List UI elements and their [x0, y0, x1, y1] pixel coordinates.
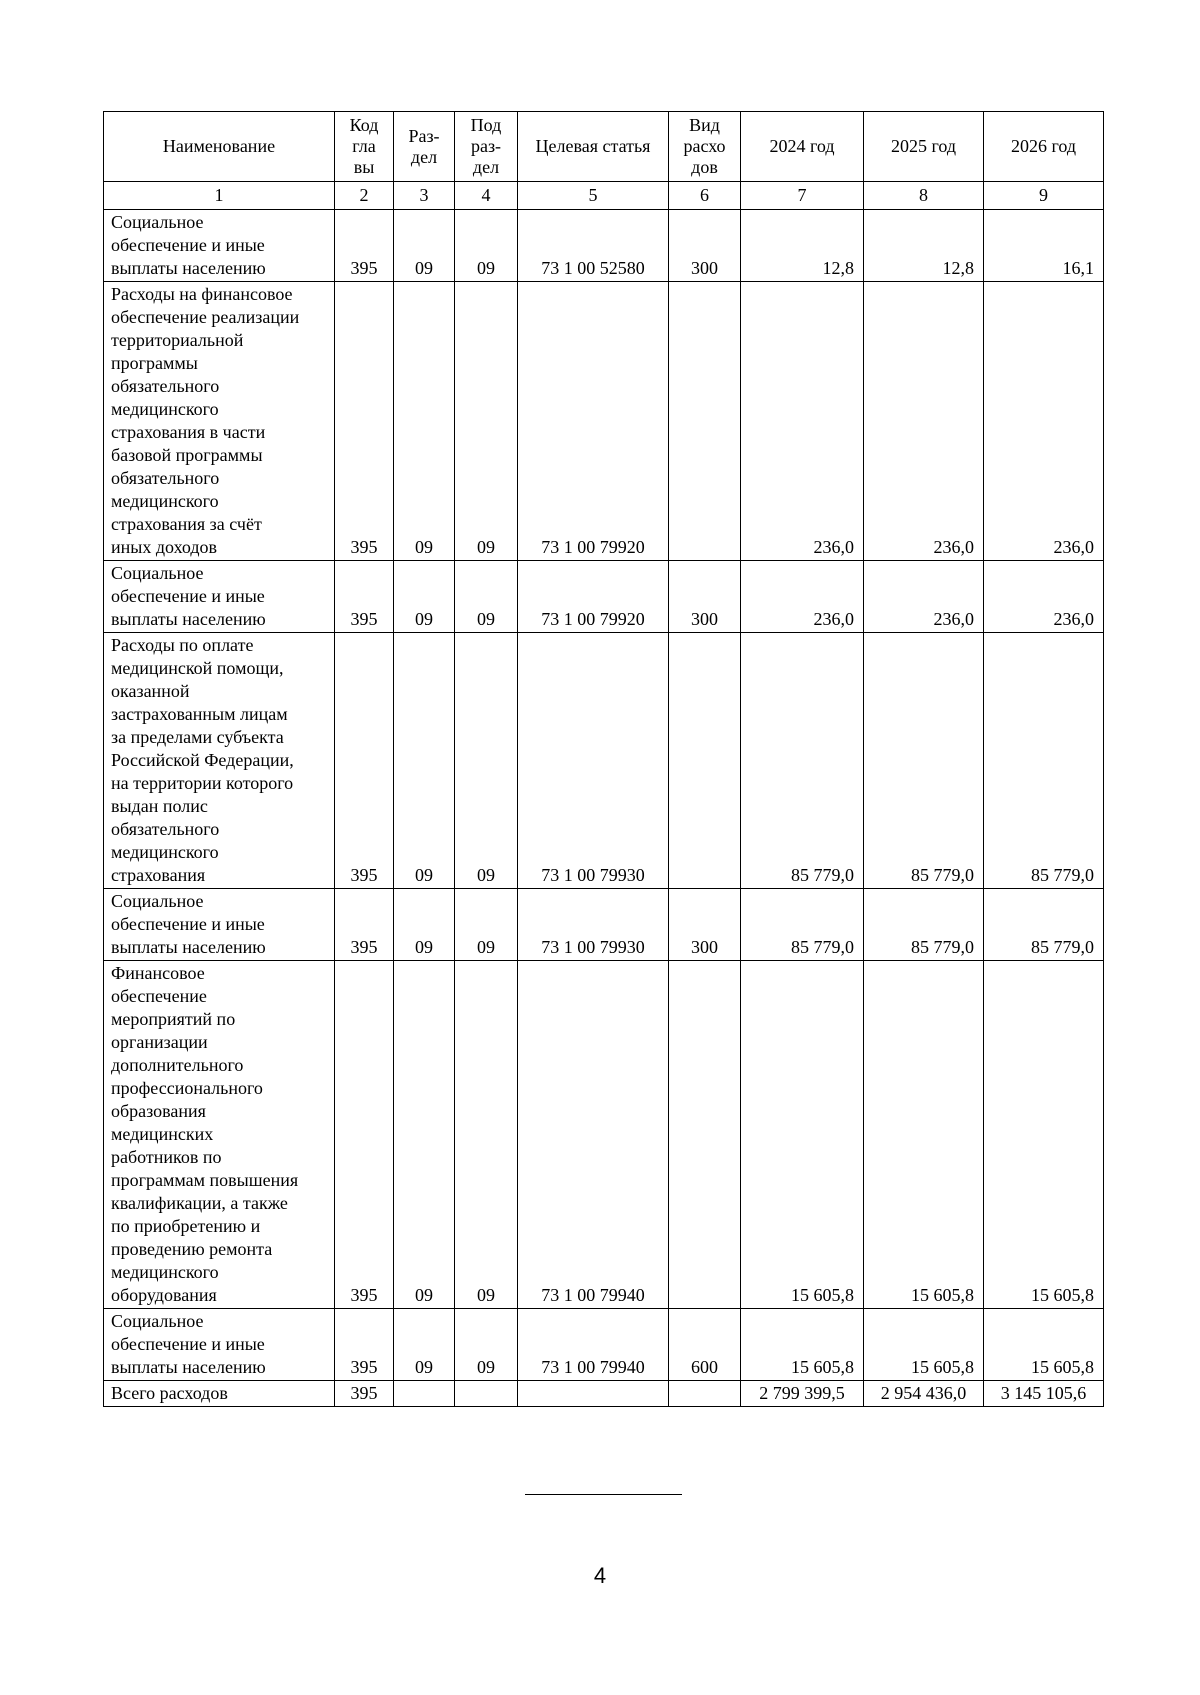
row-name-line: профессионального	[111, 1078, 263, 1098]
header-podrazdel: Под раз- дел	[455, 112, 518, 182]
kod-glavy-cell: 395	[335, 282, 394, 561]
tselevaya-statya-cell: 73 1 00 79930	[518, 633, 669, 889]
row-name-line: страхования в части	[111, 422, 266, 442]
table-header-row	[104, 112, 1104, 182]
row-name-line: выдан полис	[111, 796, 208, 816]
header-vid-rashodov: Вид расхо дов	[669, 112, 741, 182]
row-name-line: по приобретению и	[111, 1216, 261, 1236]
header-2024: 2024 год	[741, 112, 864, 182]
amount-2025-cell: 236,0	[864, 282, 984, 561]
row-name-line: территориальной	[111, 330, 244, 350]
table-row	[104, 961, 1104, 1309]
row-name-line: медицинского	[111, 399, 219, 419]
row-name-line: квалификации, а также	[111, 1193, 288, 1213]
row-name-line: обеспечение и иные	[111, 914, 265, 934]
header-razdel: Раз- дел	[394, 112, 455, 182]
row-name-line: Социальное	[111, 1311, 204, 1331]
column-number: 6	[669, 182, 741, 210]
row-name-line: оборудования	[111, 1285, 217, 1305]
vid-rashodov-cell	[669, 1381, 741, 1407]
razdel-cell: 09	[394, 633, 455, 889]
column-number: 2	[335, 182, 394, 210]
kod-glavy-cell: 395	[335, 633, 394, 889]
amount-2024-cell: 236,0	[741, 282, 864, 561]
row-name-line: Финансовое	[111, 963, 205, 983]
total-2025-cell: 2 954 436,0	[864, 1381, 984, 1407]
column-number: 7	[741, 182, 864, 210]
tselevaya-statya-cell: 73 1 00 79920	[518, 282, 669, 561]
table-row	[104, 561, 1104, 633]
row-name-line: выплаты населению	[111, 937, 266, 957]
podrazdel-cell: 09	[455, 633, 518, 889]
row-name-cell	[104, 210, 335, 282]
row-name-line: выплаты населению	[111, 258, 266, 278]
row-name-line: проведению ремонта	[111, 1239, 273, 1259]
kod-glavy-cell: 395	[335, 1381, 394, 1407]
budget-table	[103, 111, 1104, 1407]
table-row	[104, 633, 1104, 889]
table-row	[104, 1309, 1104, 1381]
row-name-line: работников по	[111, 1147, 222, 1167]
amount-2026-cell: 85 779,0	[984, 633, 1104, 889]
total-label: Всего расходов	[104, 1381, 335, 1407]
kod-glavy-cell: 395	[335, 961, 394, 1309]
row-name-line: обеспечение и иные	[111, 235, 265, 255]
row-name-line: за пределами субъекта	[111, 727, 284, 747]
header-name: Наименование	[104, 112, 335, 182]
amount-2026-cell: 236,0	[984, 561, 1104, 633]
page-number: 4	[593, 1563, 607, 1588]
amount-2024-cell: 85 779,0	[741, 633, 864, 889]
vid-rashodov-cell: 600	[669, 1309, 741, 1381]
row-name-line: Расходы на финансовое	[111, 284, 293, 304]
amount-2026-cell: 15 605,8	[984, 961, 1104, 1309]
header-2026: 2026 год	[984, 112, 1104, 182]
kod-glavy-cell: 395	[335, 210, 394, 282]
column-number: 8	[864, 182, 984, 210]
vid-rashodov-cell: 300	[669, 210, 741, 282]
row-name-line: программы	[111, 353, 198, 373]
row-name-line: Социальное	[111, 891, 204, 911]
column-numbers-row	[104, 182, 1104, 210]
column-number: 3	[394, 182, 455, 210]
podrazdel-cell	[455, 1381, 518, 1407]
row-name-line: Социальное	[111, 212, 204, 232]
amount-2025-cell: 15 605,8	[864, 961, 984, 1309]
amount-2025-cell: 85 779,0	[864, 633, 984, 889]
total-2026-cell: 3 145 105,6	[984, 1381, 1104, 1407]
razdel-cell: 09	[394, 561, 455, 633]
vid-rashodov-cell	[669, 282, 741, 561]
amount-2026-cell: 15 605,8	[984, 1309, 1104, 1381]
amount-2026-cell: 16,1	[984, 210, 1104, 282]
row-name-cell	[104, 1309, 335, 1381]
tselevaya-statya-cell: 73 1 00 79930	[518, 889, 669, 961]
table-row	[104, 282, 1104, 561]
vid-rashodov-cell: 300	[669, 561, 741, 633]
razdel-cell	[394, 1381, 455, 1407]
amount-2024-cell: 12,8	[741, 210, 864, 282]
table-row	[104, 889, 1104, 961]
kod-glavy-cell: 395	[335, 561, 394, 633]
tselevaya-statya-cell: 73 1 00 52580	[518, 210, 669, 282]
row-name-line: организации	[111, 1032, 208, 1052]
column-number: 5	[518, 182, 669, 210]
row-name-line: медицинского	[111, 491, 219, 511]
row-name-line: обязательного	[111, 819, 220, 839]
podrazdel-cell: 09	[455, 961, 518, 1309]
column-number: 1	[104, 182, 335, 210]
row-name-line: обеспечение	[111, 986, 207, 1006]
podrazdel-cell: 09	[455, 282, 518, 561]
row-name-cell	[104, 961, 335, 1309]
row-name-line: медицинской помощи,	[111, 658, 284, 678]
row-name-line: выплаты населению	[111, 609, 266, 629]
row-name-line: обязательного	[111, 376, 220, 396]
row-name-line: застрахованным лицам	[111, 704, 288, 724]
table-row	[104, 210, 1104, 282]
row-name-cell	[104, 633, 335, 889]
kod-glavy-cell: 395	[335, 1309, 394, 1381]
row-name-line: обязательного	[111, 468, 220, 488]
total-2024-cell: 2 799 399,5	[741, 1381, 864, 1407]
row-name-line: обеспечение реализации	[111, 307, 300, 327]
amount-2024-cell: 15 605,8	[741, 961, 864, 1309]
kod-glavy-cell: 395	[335, 889, 394, 961]
razdel-cell: 09	[394, 889, 455, 961]
row-name-line: обеспечение и иные	[111, 586, 265, 606]
row-name-line: Расходы по оплате	[111, 635, 254, 655]
column-number: 4	[455, 182, 518, 210]
row-name-cell	[104, 282, 335, 561]
header-2025: 2025 год	[864, 112, 984, 182]
row-name-line: на территории которого	[111, 773, 294, 793]
row-name-cell	[104, 889, 335, 961]
amount-2026-cell: 85 779,0	[984, 889, 1104, 961]
podrazdel-cell: 09	[455, 889, 518, 961]
row-name-line: Российской Федерации,	[111, 750, 294, 770]
amount-2024-cell: 236,0	[741, 561, 864, 633]
total-row	[104, 1381, 1104, 1407]
amount-2024-cell: 85 779,0	[741, 889, 864, 961]
amount-2025-cell: 236,0	[864, 561, 984, 633]
amount-2025-cell: 12,8	[864, 210, 984, 282]
podrazdel-cell: 09	[455, 561, 518, 633]
razdel-cell: 09	[394, 1309, 455, 1381]
row-name-line: дополнительного	[111, 1055, 244, 1075]
razdel-cell: 09	[394, 210, 455, 282]
row-name-line: мероприятий по	[111, 1009, 236, 1029]
row-name-line: медицинских	[111, 1124, 214, 1144]
vid-rashodov-cell	[669, 961, 741, 1309]
razdel-cell: 09	[394, 282, 455, 561]
column-number: 9	[984, 182, 1104, 210]
header-tselevaya-statya: Целевая статья	[518, 112, 669, 182]
tselevaya-statya-cell	[518, 1381, 669, 1407]
row-name-line: обеспечение и иные	[111, 1334, 265, 1354]
amount-2025-cell: 15 605,8	[864, 1309, 984, 1381]
separator-line	[525, 1494, 682, 1495]
amount-2024-cell: 15 605,8	[741, 1309, 864, 1381]
header-kod-glavy: Код гла вы	[335, 112, 394, 182]
row-name-line: выплаты населению	[111, 1357, 266, 1377]
row-name-line: медицинского	[111, 1262, 219, 1282]
row-name-line: иных доходов	[111, 537, 218, 557]
amount-2025-cell: 85 779,0	[864, 889, 984, 961]
row-name-line: оказанной	[111, 681, 190, 701]
row-name-line: программам повышения	[111, 1170, 299, 1190]
vid-rashodov-cell	[669, 633, 741, 889]
row-name-cell	[104, 561, 335, 633]
amount-2026-cell: 236,0	[984, 282, 1104, 561]
row-name-line: медицинского	[111, 842, 219, 862]
row-name-line: базовой программы	[111, 445, 263, 465]
row-name-line: страхования за счёт	[111, 514, 262, 534]
tselevaya-statya-cell: 73 1 00 79920	[518, 561, 669, 633]
podrazdel-cell: 09	[455, 1309, 518, 1381]
vid-rashodov-cell: 300	[669, 889, 741, 961]
razdel-cell: 09	[394, 961, 455, 1309]
podrazdel-cell: 09	[455, 210, 518, 282]
row-name-line: образования	[111, 1101, 206, 1121]
row-name-line: страхования	[111, 865, 206, 885]
tselevaya-statya-cell: 73 1 00 79940	[518, 961, 669, 1309]
row-name-line: Социальное	[111, 563, 204, 583]
tselevaya-statya-cell: 73 1 00 79940	[518, 1309, 669, 1381]
